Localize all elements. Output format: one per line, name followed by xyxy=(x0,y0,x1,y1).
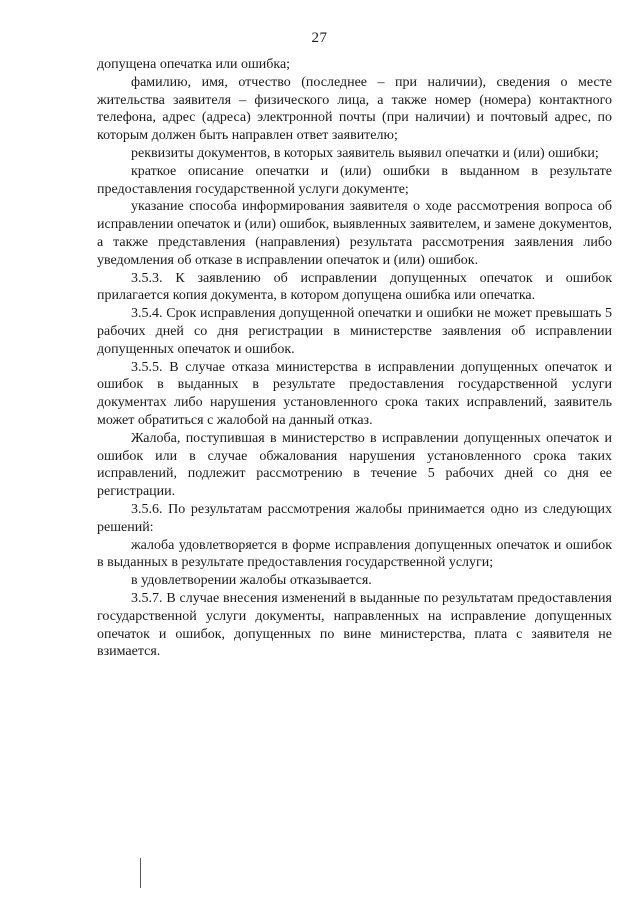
paragraph: 3.5.4. Срок исправления допущенной опечатки и ошибки не может превышать 5 рабочих дней со дня регистрации в министерстве заявления об исправлении допущенных опечаток и ошибок. xyxy=(97,306,612,357)
paragraph: 3.5.3. К заявлению об исправлении допущенных опечаток и ошибок прилагается копия документа, в котором допущена ошибка или опечатка. xyxy=(97,270,612,304)
paragraph: указание способа информирования заявителя о ходе рассмотрения вопроса об исправлении опечаток и (или) ошибок, выявленных заявителем, и замене документов, а также представления (направления) результата рассмотрения заявления либо уведомления об отказе в исправлении опечаток и (или) ошибок. xyxy=(97,199,612,268)
page-number: 27 xyxy=(311,30,328,46)
paragraph: 3.5.6. По результатам рассмотрения жалобы принимается одно из следующих решений: xyxy=(97,501,612,535)
scan-mark xyxy=(140,858,141,888)
paragraph: жалоба удовлетворяется в форме исправления допущенных опечаток и ошибок в выданных в результате предоставления государственной услуги; xyxy=(97,537,612,571)
paragraph: Жалоба, поступившая в министерство в исправлении допущенных опечаток и ошибок или в случае обжалования нарушения установленного срока таких исправлений, подлежит рассмотрению в течение 5 рабочих дней со дня ее регистрации. xyxy=(97,430,612,500)
paragraph: фамилию, имя, отчество (последнее – при наличии), сведения о месте жительства заявителя – физического лица, а также номер (номера) контактного телефона, адрес (адреса) электронной почты (при наличии) и почтовый адрес, по которым должен быть направлен ответ заявителю; xyxy=(97,74,612,144)
document-body xyxy=(97,56,612,661)
paragraph: 3.5.7. В случае внесения изменений в выданные по результатам предоставления государственной услуги документы, направленных на исправление допущенных опечаток и ошибок, допущенных по вине министерства, плата с заявителя не взимается. xyxy=(97,590,612,660)
paragraph: в удовлетворении жалобы отказывается. xyxy=(131,573,372,589)
paragraph: краткое описание опечатки и (или) ошибки в выданном в результате предоставления государственной услуги документе; xyxy=(97,163,612,197)
paragraph: реквизиты документов, в которых заявитель выявил опечатки и (или) ошибки; xyxy=(131,145,599,161)
paragraph: 3.5.5. В случае отказа министерства в исправлении допущенных опечаток и ошибок в выданных в результате предоставления государственной услуги документах либо нарушения установленного срока таких исправлений, заявитель может обратиться с жалобой на данный отказ. xyxy=(97,359,612,428)
paragraph: допущена опечатка или ошибка; xyxy=(97,57,291,72)
